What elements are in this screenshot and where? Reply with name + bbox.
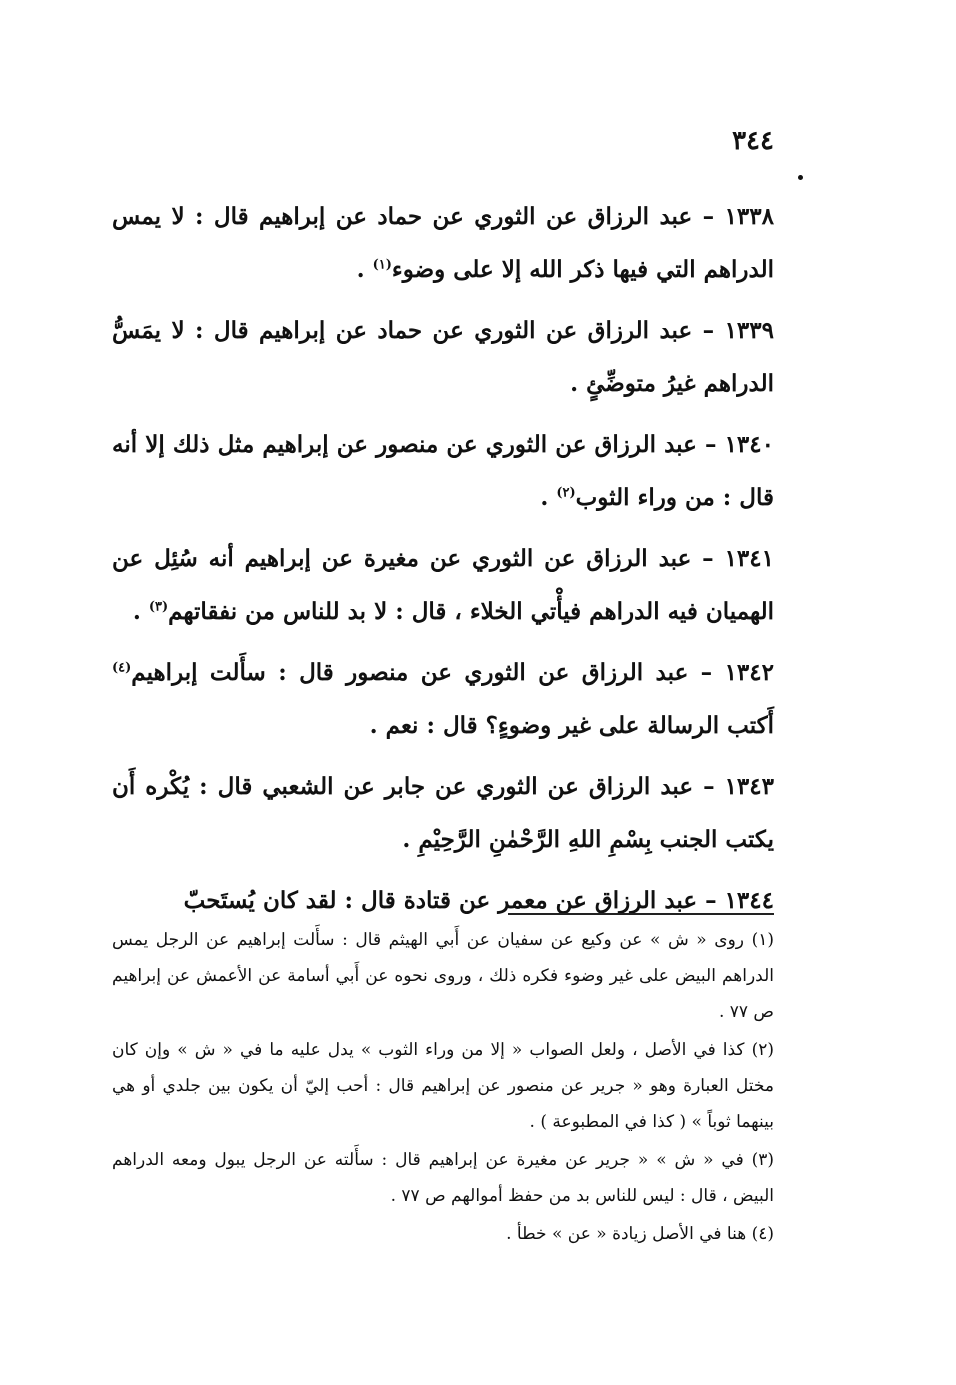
footnote-ref: (٣) [148, 599, 169, 615]
footnote-ref: (١) [372, 257, 392, 273]
hadith-entry: ١٣٤٢ – عبد الرزاق عن الثوري عن منصور قال : سأَلت إبراهيم$^{(٤)}$ أَكتب الرسالة على غير وضوءٍ؟ قال : نعم . [112, 659, 774, 739]
hadith-entry: ١٣٤١ – عبد الرزاق عن الثوري عن مغيرة عن إبراهيم أنه سُئِل عن الهميان فيه الدراهم فيأْتي الخلاء ، قال : لا بد للناس من نفقاتهم$^{(٣)}$ . [112, 545, 774, 625]
footnote: (٣) في « ش » « جرير عن مغيرة عن إبراهيم قال : سأَلته عن الرجل يبول ومعه الدراهم البيض ، قال : ليس للناس بد من حفظ أموالهم ص ٧٧ . [112, 1150, 774, 1206]
footnote-ref: (٤) [112, 660, 132, 676]
hadith-entry: ١٣٤٣ – عبد الرزاق عن الثوري عن جابر عن الشعبي قال : يُكْره أَن يكتب الجنب بِسْمِ اللهِ الرَّحْمٰنِ الرَّحِيْمِ . [112, 773, 774, 853]
footnote: (٢) كذا في الأصل ، ولعل الصواب « إلا من وراء الثوب » يدل عليه ما في « ش » وإن كان مختل العبارة وهو « جرير عن منصور عن إبراهيم قال : أحب إليّ أن يكون بين جلدي أو هي بينهما ثوباً » ( كذا في المطبوعة ) . [112, 1040, 774, 1132]
hadith-entries [112, 190, 774, 935]
footnote: (٤) هنا في الأصل زيادة « عن » خطأ . [506, 1224, 774, 1244]
footnote: (١) روى « ش » عن وكيع عن سفيان عن أَبي الهيثم قال : سأَلت إبراهيم عن الرجل يمس الدراهم البيض على غير وضوء فكره ذلك ، وروى نحوه عن أَبي أسامة عن الأعمش عن إبراهيم ص ٧٧ . [112, 930, 774, 1022]
hadith-entry: ١٣٣٩ – عبد الرزاق عن الثوري عن حماد عن إبراهيم قال : لا يمَسُّ الدراهم غيرُ متوضِّئٍ . [112, 317, 774, 397]
footnote-divider [508, 913, 774, 915]
ink-dot [798, 175, 803, 180]
footnotes [112, 922, 774, 1254]
footnote-ref: (٢) [556, 485, 576, 501]
hadith-entry: ١٣٤٤ – عبد الرزاق عن معمر عن قتادة قال : لقد كان يُستَحبّ [183, 887, 774, 914]
hadith-entry: ١٣٤٠ – عبد الرزاق عن الثوري عن منصور عن إبراهيم مثل ذلك إلا أنه قال : من وراء الثوب$^{(٢)}$ . [112, 431, 774, 511]
page-number: ٣٤٤ [732, 126, 774, 156]
hadith-entry: ١٣٣٨ – عبد الرزاق عن الثوري عن حماد عن إبراهيم قال : لا يمس الدراهم التي فيها ذكر الله إلا على وضوء$^{(١)}$ . [112, 203, 774, 283]
